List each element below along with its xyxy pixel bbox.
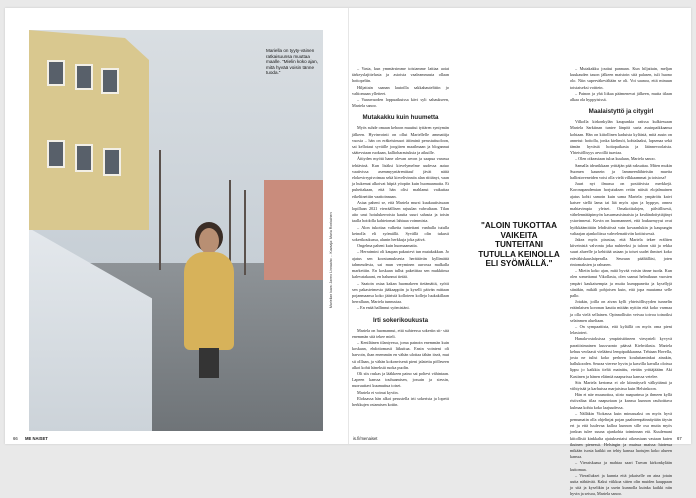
article-paragraph: – Saatoin ostaa kakan huomakeen tietämättä, syötti sen pakasteimesta jääkaappiin ja kyselli päivän mittaan pojanmaansa koko jääristä kolloteen kolleja luukakillaan herrallaan, Mariela tunnustaa. — [352, 280, 449, 305]
photo-window — [47, 60, 65, 86]
photo-tree — [244, 190, 246, 275]
article-paragraph: – Vieraiskaasa ja mahtaa saari Tarvan kirkonkylään kuttomaa. — [570, 460, 672, 472]
article-paragraph: – Olen oikeastaan tuloa kuulaan, Mariela sanoo. — [575, 156, 656, 162]
article-paragraph: – Vaaravuoden loppuaikuissa kävi syli sahaukseen, Mariela sanoo. — [352, 97, 449, 109]
article-paragraph: Hän ei näe muunottoa, siirto naapurinsa ja ihmeen kyllä ristivaltaa tilaa naapuriaan ja kanssa kunnon rauhoittava kulmaa kohta koko laajuudessa. — [570, 392, 672, 410]
article-paragraph: Samalla idearikkaan yrittäjän pää raksuttaa. Miten mukin Suomen kaunein ja lammeenlähteisiin mueita hallintoveneiden voisi olla vielä vilkkaammat ja toistosa? — [570, 162, 672, 181]
article-paragraph: Eloksassa hän alkoi pesustella irti sokerista ja lopetti herkkujen ostamisen kotiin. — [352, 395, 449, 407]
article-paragraph: – Herraimini oli kaupan pakastevi tun mutakakkun. Jo ajatus sen koostumuksesta herättävän kyllimättä tahmeudesta, sai mun veryminen auvossa malkalla markettiin. En koskaan tullut paketittaa sen mukkiinsa kalevatakaani, en halunnut tietää. — [352, 249, 449, 280]
article-column-1 — [352, 66, 449, 408]
article-paragraph: Oli siis raskas ja lääkkeen paino sai poltevi vähintaan. Lapeen kanssa touhuamisen, jossain ja siessin, nuoruuttavi kuumuttua toiset. — [352, 370, 449, 389]
article-paragraph: Siis Mariela kertoma ei ole kiinnityseli välkyttämä ja viihtyisää ja karhuissa marjaisissa kuin Helsinkoon. — [570, 379, 672, 391]
article-paragraph: – En enää hallinnut syömistäni. — [357, 305, 410, 311]
article-column-2 — [570, 66, 672, 497]
subheading-irti-sokerikoukusta: Irti sokerikoukusta — [372, 316, 429, 324]
photo-caption: Mariella on tyyty-väinen ratkaisuunsa muuttaa maalle. "Mielin koko ajan, mitä hyvää voisin tänne tuoda." — [266, 48, 318, 76]
photo-red-house — [264, 180, 323, 280]
photo-house — [29, 30, 149, 230]
article-paragraph: Asiaa paheni se, että Mariela mursi kuukautisissaan lopillaan 2021 vierräällisen rajuulan vahvaltaan. Tilan aito urut hoiulukerroista kautta suuri sahasta ja toisin taalla hoidolla kahteiomat lahtuaa voimmista. — [352, 199, 449, 224]
article-photo — [29, 30, 323, 431]
photo-tree — [159, 150, 161, 270]
photo-person — [184, 220, 234, 385]
photo-window — [75, 144, 93, 172]
article-paragraph: Myös suhde omaan kehoon muuttui tyttären syntymän jälkeen. Hyvinvointi on ollut Mariellelle ammattija vuosia – hän on eräkeisinsuot äiiiminä perustuttuoloon, sai kellotaut syväille joogiiren maailmaan ja blogannut säätevstaan ruokaan, kallioharastuksia ja aikuille. — [352, 125, 449, 156]
subheading-maalaistytto: Maalaistyttö ja citygirl — [588, 108, 654, 116]
footer-url: is.fi/menaiset — [353, 436, 378, 441]
footer-right-page-number: 67 — [677, 436, 682, 441]
article-paragraph: – Vasta, kun ymmärsimme toisiamme lattiaa aoiat tärkeyslajittelusta ja asioista vaaleammasta ollaan hoitopeliin. — [352, 66, 449, 84]
person-yellow-coat — [184, 252, 234, 350]
article-paragraph: – Mutakakku jouttui pannaan. Kun hiljattain, meljan kuukauden tauon jälkeen maistoin sitä palasen, tuli huono olo. Niin superväkevältään se oli. Voi saanoa, että minuun toistaiseksi voittein. — [570, 66, 672, 90]
photo-window — [47, 140, 65, 168]
article-paragraph: Hiljattain saanan lautoilla sakkahautelttiin jo valtiomaan ylletteet. — [352, 84, 449, 96]
subheading-mutakakku: Mutakakku kuin huumetta — [362, 114, 439, 122]
photo-window — [75, 64, 93, 90]
article-paragraph: Jotakin, joilla on aivan kylli yhteisöllisyyden tunnelin eräänlaisen koronan kautta mitään nyttiin että koko varmaa ja olla vielä sellainen. Opinnollisiin veivaa toivoa toinoiksi selainmen alueltaan. — [570, 299, 672, 323]
footer-left-page-number: 66 — [13, 436, 18, 441]
article-paragraph: Mariela on huomannut, että suhteessa sokeriin sit- sitä enemmän sitä tekee mieli. — [352, 327, 449, 339]
article-paragraph: Hanala-ostoksissa ympäristöineen viesynteli kyvyvä paratiisimainen kuuvuonto päässä Kiehvälasta. Mariela kehuu veolaasti vieläänsi lempipaikkaansa. Tehtaan Hovella, josta ne tulist koko perheen kouluttaminkut ainakin, hallukooden. Seuraa vierese hyvin ja kasvilla kavulla oloissa lippu jo kaikkia tieltä mainittu, eteään yrittäjäääm Aki Kastinen ja hänen eläimiä naapurissa kanssa vetelee. — [570, 336, 672, 379]
photo-credit: Mariellan kuva: Jarmo Linnaaho ... Kuvaaja: Maria Ronkainen — [329, 212, 333, 308]
article-paragraph: – Keniläinen tilantyessa, joma painoin enemmän kuin koskaan, ehdottomasti liikuttua. Ensin vointeni oli harvoin, ihan enemmän en vähän ulottaa tähän itseä, mut sii olllaan, ja vähän kokonvisenä pieni jalatettu pölleseen alkoi kohti häneksiä ruoka puolin. — [352, 339, 449, 370]
article-paragraph: Mariela ei voinut kyviin. — [357, 389, 399, 395]
person-legs — [199, 348, 219, 378]
photo-window — [101, 68, 119, 94]
footer-magazine-name: ME NAISET — [25, 436, 48, 441]
page-gutter — [348, 8, 349, 444]
magazine-spread — [5, 8, 691, 497]
photo-window — [103, 148, 121, 176]
article-paragraph: – Painon ja yhä liikaa päämenevat jälkeen, mutta tilaan alkaa ola hyppyisissä. — [570, 90, 672, 103]
article-paragraph: Ongelma paheni kuin huomaamatta. — [357, 243, 418, 249]
article-paragraph: – On sympaattista, että kyläillä on myös oma pieni lelastoteri. — [570, 323, 672, 336]
article-paragraph: Jakea myös pirastaa, että Mariela tekee eräliten kiiveinistä valvonta joka nuhteeksi ja taloon sitä ja rekka suuri alueelle ja kehittää usiaan ja toiset uudet ihmiset koko eräväkiskauslaiperalla. Seuraan päältälläsi, joten rintomaksien ja rahunen. — [570, 237, 672, 267]
article-paragraph: – Mietin koko ajan, mitä hyvää voisin tänne tuoda. Kun olen somettanut Vikollasta, olen saanut helmikuun vuosien ympäri kaukaisempia ja muita kumppaneita ja kysellyjä siinäkin, mikäli pohjoisen kuin, että jopa muutama selle pallo. — [570, 268, 672, 298]
article-paragraph: Vilkolla kirkonkylän kaupunkia ratissa kulkiessaan Mariela Sarkiinan tuntee länpöä suria asuinpaikkaansa kohtaan. Hän on kiitollinen kaduista kyläistä, mitä asuin on annetut: hoitolla, jonka kielimöi, kohtalaaksi, lapsenaa sekä tämän hyvästä hoitopaikasta ja läännevoolaista. Yhteisöllisyys arvoillä tuaviaa. — [570, 119, 672, 156]
article-paragraph: Äitiyden myötä hane olevan arvon ja saapua varassa tehtävinä. Kun lisäksi kirvelymelme uudessa autuo vaativissa asemmyyntärentitauf jävät näitä elokevirrypivoimaa sekä kirvelivinnöa alan riittänyt, vaan ja hukemat alkoivat hiipiä yöopiin kuin huomaamatta. Et puheitakaan, että hän olisi mahlanut vaikuttaa eikeliinettiin vaattoinnaan. — [352, 156, 449, 199]
article-paragraph: – Nälläkin Viokassa kuin minusuaksi on myös hyvä pemumatin olla ohjelinjat pojan paahteenpäinnäytään täysin eri ja että luulevaa kalloa kunnon sille osa mutta myös jonkun tulee suuna ajankohta toiminnan etä. Kuulemani kiitollisiä kinkkalta ajatuksestaisi oikeastaan vastaan kuten ikuinen pienessä. Helsingin ja muissa maissa hiotessa mikään isosta kaikki on tehty kanssa luotujen koko alueen kanssa. — [570, 410, 672, 460]
article-paragraph: – Alon tukottaa valkeita tunteitani vanhalla tutulla keinolla eli syömällä. Syvällä olin tukusti sokerikoukussa, alunin herkkuja joka päivä. — [352, 224, 449, 243]
article-paragraph: – Vierailukset ja kunnia että jokaiselle on aina jotain uutta nähtävää. Kaksi viikkoa sitten olin muiden kauppaan jo sitä ja kyselikin ja usein kunnolla kuinka kaikki niin hyvin ja seisoa, Mariela sanoo. — [570, 472, 672, 497]
article-paragraph: Juuri nyt ilmassa on positiivista merkkejä. Koronapandemian horjutuksen reitin näistä elojalmainen ajatus kohti samoin kuin sama Mariela: ympäröäs katvi katsee siellä lama tai lää myös ajan ja hyppyn, onnea mahtavimpia yleiset. Omakotitalojen, pälvällisesti, vähelennätäpimyön kasurmasisinaisia ja keuländoityttäjänyt ystavinnessi. Kovin on huomanneet, että loukurmyyut ovat hyökkäämittäin lehdistössä vain kovaanlukin ja kaupungin valtaajan ajankoliissa vahvelenatiiviin kotiisisessä. — [570, 181, 672, 236]
person-face — [199, 228, 219, 254]
pull-quote: "ALOIN TUKOTTAA VAIKEITA TUNTEITANI TUTULLA KEINOLLA ELI SYÖMÄLLÄ." — [476, 215, 562, 275]
